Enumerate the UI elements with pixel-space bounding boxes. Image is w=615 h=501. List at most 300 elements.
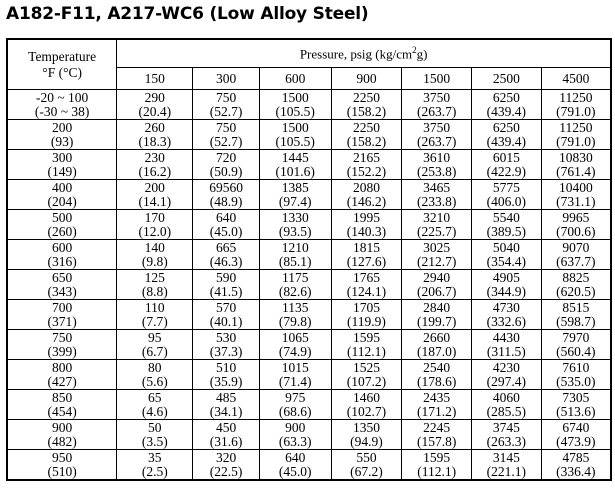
rating-cell [541,390,611,420]
rating-psig: 50 [148,419,162,435]
temperature-f: 600 [52,239,73,255]
rating-cell [541,330,611,360]
rating-kgcm2: (199.7) [416,313,457,329]
rating-psig: 2080 [352,179,380,195]
rating-psig: 4060 [492,389,520,405]
rating-cell [259,180,331,210]
rating-kgcm2: (332.6) [486,313,527,329]
rating-kgcm2: (187.0) [416,343,457,359]
rating-kgcm2: (140.3) [346,223,387,239]
rating-cell [402,90,472,120]
rating-kgcm2: (35.9) [209,373,243,389]
temperature-cell [7,90,117,120]
rating-cell [193,270,260,300]
rating-cell [193,180,260,210]
rating-psig: 140 [144,239,165,255]
temperature-cell [7,330,117,360]
class-header: 900 [331,68,402,90]
rating-psig: 2660 [423,329,451,345]
rating-cell [117,150,193,180]
rating-kgcm2: (52.7) [209,103,243,119]
rating-kgcm2: (311.5) [486,343,526,359]
rating-cell [117,210,193,240]
rating-kgcm2: (171.2) [416,403,457,419]
rating-kgcm2: (102.7) [346,403,387,419]
rating-psig: 4905 [492,269,520,285]
rating-cell [402,420,472,450]
rating-cell [193,330,260,360]
rating-kgcm2: (16.2) [138,163,172,179]
rating-kgcm2: (107.2) [346,373,387,389]
temperature-cell [7,390,117,420]
rating-kgcm2: (473.9) [556,433,596,449]
rating-psig: 3750 [423,89,451,105]
rating-kgcm2: (233.8) [416,193,457,209]
rating-cell [259,120,331,150]
temperature-f: 950 [52,449,73,465]
rating-cell [331,120,402,150]
rating-cell [472,450,542,481]
rating-cell [193,450,260,481]
rating-cell [259,300,331,330]
rating-kgcm2: (406.0) [486,193,527,209]
rating-kgcm2: (105.5) [275,133,315,149]
rating-psig: 1330 [281,209,309,225]
table-row [7,240,611,270]
table-row [7,420,611,450]
rating-psig: 7970 [562,329,590,345]
rating-psig: 8515 [562,299,590,315]
temperature-cell [7,450,117,481]
rating-psig: 1595 [352,329,380,345]
rating-kgcm2: (9.8) [141,253,168,269]
rating-psig: 570 [215,299,237,315]
rating-kgcm2: (620.5) [556,283,596,299]
rating-psig: 35 [148,449,162,465]
rating-psig: 3750 [423,119,451,135]
temperature-f: -20 ~ 100 [35,89,89,105]
temperature-cell [7,270,117,300]
rating-psig: 200 [144,179,165,195]
rating-cell [541,450,611,481]
rating-kgcm2: (535.0) [556,373,596,389]
rating-psig: 2940 [423,269,451,285]
table-row [7,180,611,210]
temperature-cell [7,210,117,240]
temperature-c: (454) [47,403,77,419]
table-row [7,450,611,481]
rating-psig: 260 [144,119,165,135]
temperature-f: 800 [52,359,73,375]
rating-cell [541,90,611,120]
rating-cell [331,90,402,120]
rating-kgcm2: (637.7) [556,253,596,269]
temperature-c: (-30 ~ 38) [34,103,90,119]
rating-cell [117,240,193,270]
rating-kgcm2: (336.4) [556,463,596,479]
rating-psig: 2250 [352,119,380,135]
rating-kgcm2: (422.9) [486,163,527,179]
rating-cell [541,180,611,210]
rating-cell [402,150,472,180]
rating-kgcm2: (45.0) [278,463,312,479]
rating-cell [117,360,193,390]
temperature-c: (427) [47,373,77,389]
rating-psig: 3210 [423,209,451,225]
pressure-header [117,39,611,68]
rating-cell [193,390,260,420]
rating-cell [259,210,331,240]
temperature-f: 300 [52,149,73,165]
rating-psig: 7610 [562,359,590,375]
rating-psig: 1460 [352,389,380,405]
class-header: 2500 [472,68,542,90]
rating-kgcm2: (48.9) [209,193,243,209]
rating-kgcm2: (52.7) [209,133,243,149]
rating-kgcm2: (41.5) [209,283,243,299]
rating-cell [193,90,260,120]
rating-psig: 550 [356,449,377,465]
rating-psig: 6250 [492,89,520,105]
rating-cell [117,120,193,150]
rating-psig: 170 [144,209,165,225]
temperature-f: 200 [52,119,73,135]
rating-psig: 6015 [492,149,520,165]
rating-cell [402,210,472,240]
rating-kgcm2: (731.1) [556,193,596,209]
rating-cell [472,300,542,330]
rating-cell [541,270,611,300]
temperature-f: 750 [52,329,73,345]
temperature-f: 700 [52,299,73,315]
rating-psig: 10830 [558,149,593,165]
rating-kgcm2: (4.6) [141,403,168,419]
rating-cell [402,120,472,150]
rating-cell [259,390,331,420]
rating-kgcm2: (97.4) [278,193,312,209]
rating-psig: 5040 [492,239,520,255]
rating-cell [472,330,542,360]
rating-cell [402,300,472,330]
temperature-cell [7,120,117,150]
rating-cell [331,150,402,180]
rating-psig: 95 [148,329,162,345]
table-row [7,330,611,360]
rating-kgcm2: (34.1) [209,403,243,419]
rating-psig: 230 [144,149,165,165]
rating-psig: 4230 [492,359,520,375]
rating-kgcm2: (158.2) [346,133,387,149]
rating-psig: 2165 [352,149,380,165]
rating-psig: 11250 [559,119,593,135]
rating-cell [541,150,611,180]
rating-cell [472,240,542,270]
rating-psig: 485 [215,389,237,405]
rating-cell [331,330,402,360]
rating-kgcm2: (700.6) [556,223,596,239]
rating-kgcm2: (6.7) [141,343,168,359]
rating-cell [117,180,193,210]
temperature-header-label: Temperature [28,48,97,64]
rating-cell [117,270,193,300]
rating-cell [193,150,260,180]
rating-cell [472,390,542,420]
rating-psig: 510 [215,359,237,375]
rating-kgcm2: (560.4) [556,343,596,359]
temperature-f: 400 [52,179,73,195]
temperature-f: 650 [52,269,73,285]
rating-psig: 3465 [423,179,451,195]
rating-psig: 1500 [281,119,309,135]
rating-cell [117,300,193,330]
rating-kgcm2: (344.9) [486,283,527,299]
table-body [7,90,611,481]
rating-cell [259,360,331,390]
class-header: 600 [259,68,331,90]
rating-kgcm2: (124.1) [346,283,387,299]
rating-psig: 1815 [352,239,380,255]
rating-cell [331,390,402,420]
rating-cell [117,330,193,360]
rating-psig: 1210 [281,239,309,255]
rating-kgcm2: (439.4) [486,103,527,119]
table-row [7,120,611,150]
rating-kgcm2: (93.5) [278,223,312,239]
temperature-c: (260) [47,223,77,239]
rating-cell [259,90,331,120]
rating-psig: 1705 [352,299,380,315]
rating-kgcm2: (439.4) [486,133,527,149]
rating-cell [402,270,472,300]
rating-kgcm2: (297.4) [486,373,527,389]
rating-cell [402,360,472,390]
rating-psig: 3145 [492,449,520,465]
table-row [7,270,611,300]
rating-psig: 1595 [423,449,451,465]
temperature-cell [7,240,117,270]
rating-psig: 1015 [281,359,309,375]
rating-kgcm2: (50.9) [209,163,243,179]
rating-cell [259,330,331,360]
rating-kgcm2: (63.3) [278,433,312,449]
temperature-c: (149) [47,163,77,179]
rating-kgcm2: (152.2) [346,163,387,179]
temperature-c: (93) [50,133,74,149]
rating-cell [117,420,193,450]
rating-psig: 1500 [281,89,309,105]
rating-cell [331,240,402,270]
rating-cell [117,450,193,481]
rating-cell [402,390,472,420]
temperature-f: 850 [52,389,73,405]
rating-cell [472,270,542,300]
rating-kgcm2: (22.5) [209,463,243,479]
rating-kgcm2: (354.4) [486,253,527,269]
rating-psig: 8825 [562,269,590,285]
class-header: 4500 [541,68,611,90]
rating-cell [331,270,402,300]
rating-kgcm2: (263.7) [416,103,457,119]
rating-kgcm2: (263.7) [416,133,457,149]
rating-psig: 975 [285,389,306,405]
rating-kgcm2: (253.8) [416,163,457,179]
rating-psig: 1385 [281,179,309,195]
rating-psig: 290 [144,89,165,105]
rating-psig: 65 [148,389,162,405]
rating-kgcm2: (12.0) [138,223,172,239]
rating-cell [541,240,611,270]
rating-psig: 80 [148,359,162,375]
rating-cell [331,210,402,240]
rating-psig: 1995 [352,209,380,225]
pressure-header-superscript: 2 [412,44,417,55]
temperature-cell [7,420,117,450]
rating-psig: 2245 [423,419,451,435]
table-row [7,300,611,330]
temperature-f: 500 [52,209,73,225]
rating-kgcm2: (45.0) [209,223,243,239]
rating-cell [472,210,542,240]
rating-kgcm2: (79.8) [278,313,312,329]
rating-kgcm2: (112.1) [347,343,386,359]
rating-psig: 640 [215,209,237,225]
rating-cell [402,240,472,270]
rating-kgcm2: (82.6) [278,283,312,299]
rating-kgcm2: (212.7) [416,253,457,269]
temperature-c: (399) [47,343,77,359]
rating-psig: 1350 [352,419,380,435]
rating-kgcm2: (94.9) [350,433,383,449]
rating-kgcm2: (513.6) [556,403,596,419]
temperature-cell [7,180,117,210]
rating-psig: 4785 [562,449,590,465]
rating-psig: 125 [144,269,165,285]
table-row [7,210,611,240]
rating-psig: 665 [215,239,237,255]
temperature-cell [7,300,117,330]
rating-cell [541,210,611,240]
rating-psig: 3745 [492,419,520,435]
temperature-c: (482) [47,433,77,449]
rating-psig: 4730 [492,299,520,315]
pressure-header-suffix: g) [416,46,428,62]
rating-cell [331,450,402,481]
rating-cell [541,300,611,330]
temperature-c: (343) [47,283,77,299]
table-row [7,390,611,420]
rating-kgcm2: (7.7) [141,313,168,329]
temperature-c: (371) [47,313,77,329]
rating-psig: 7305 [562,389,590,405]
rating-cell [259,270,331,300]
rating-kgcm2: (37.3) [209,343,243,359]
rating-psig: 900 [285,419,306,435]
rating-cell [331,420,402,450]
rating-psig: 1445 [281,149,309,165]
rating-psig: 1525 [352,359,380,375]
temperature-c: (204) [47,193,77,209]
rating-kgcm2: (263.3) [486,433,527,449]
rating-kgcm2: (127.6) [346,253,387,269]
table-row [7,360,611,390]
rating-psig: 1765 [352,269,380,285]
rating-psig: 10400 [558,179,593,195]
rating-kgcm2: (791.0) [556,103,596,119]
rating-kgcm2: (158.2) [346,103,387,119]
rating-kgcm2: (14.1) [138,193,172,209]
rating-cell [193,120,260,150]
rating-psig: 640 [285,449,306,465]
rating-kgcm2: (5.6) [141,373,168,389]
rating-psig: 1065 [281,329,309,345]
rating-psig: 720 [215,149,237,165]
rating-kgcm2: (3.5) [141,433,168,449]
rating-psig: 110 [144,299,165,315]
rating-psig: 6740 [562,419,590,435]
class-header: 1500 [402,68,472,90]
rating-cell [541,120,611,150]
temperature-cell [7,150,117,180]
rating-cell [193,240,260,270]
rating-cell [472,90,542,120]
rating-psig: 1135 [281,299,309,315]
temperature-c: (510) [47,463,77,479]
rating-psig: 320 [215,449,237,465]
rating-cell [402,330,472,360]
rating-kgcm2: (101.6) [275,163,315,179]
table-row [7,90,611,120]
rating-cell [472,420,542,450]
rating-psig: 2435 [423,389,451,405]
rating-psig: 5775 [492,179,520,195]
rating-psig: 4430 [492,329,520,345]
rating-psig: 6250 [492,119,520,135]
rating-cell [117,90,193,120]
rating-psig: 1175 [281,269,309,285]
temperature-f: 900 [52,419,73,435]
rating-cell [402,450,472,481]
rating-kgcm2: (46.3) [209,253,243,269]
rating-cell [541,420,611,450]
class-header: 150 [117,68,193,90]
rating-kgcm2: (285.5) [486,403,527,419]
rating-kgcm2: (18.3) [138,133,172,149]
rating-cell [472,180,542,210]
header-row-pressure [7,39,611,68]
rating-psig: 3025 [423,239,451,255]
rating-psig: 11250 [559,89,593,105]
rating-psig: 750 [215,119,237,135]
rating-kgcm2: (20.4) [138,103,172,119]
rating-cell [472,360,542,390]
rating-cell [541,360,611,390]
rating-kgcm2: (221.1) [486,463,527,479]
rating-kgcm2: (74.9) [278,343,312,359]
rating-psig: 2840 [423,299,451,315]
rating-kgcm2: (598.7) [556,313,596,329]
rating-psig: 590 [215,269,237,285]
page-title: A182-F11, A217-WC6 (Low Alloy Steel) [6,4,369,24]
rating-psig: 750 [215,89,237,105]
rating-psig: 9965 [562,209,590,225]
rating-cell [402,180,472,210]
rating-kgcm2: (389.5) [486,223,527,239]
temperature-header [7,39,117,90]
rating-kgcm2: (67.2) [350,463,383,479]
rating-kgcm2: (119.9) [347,313,386,329]
rating-cell [331,360,402,390]
rating-cell [117,390,193,420]
